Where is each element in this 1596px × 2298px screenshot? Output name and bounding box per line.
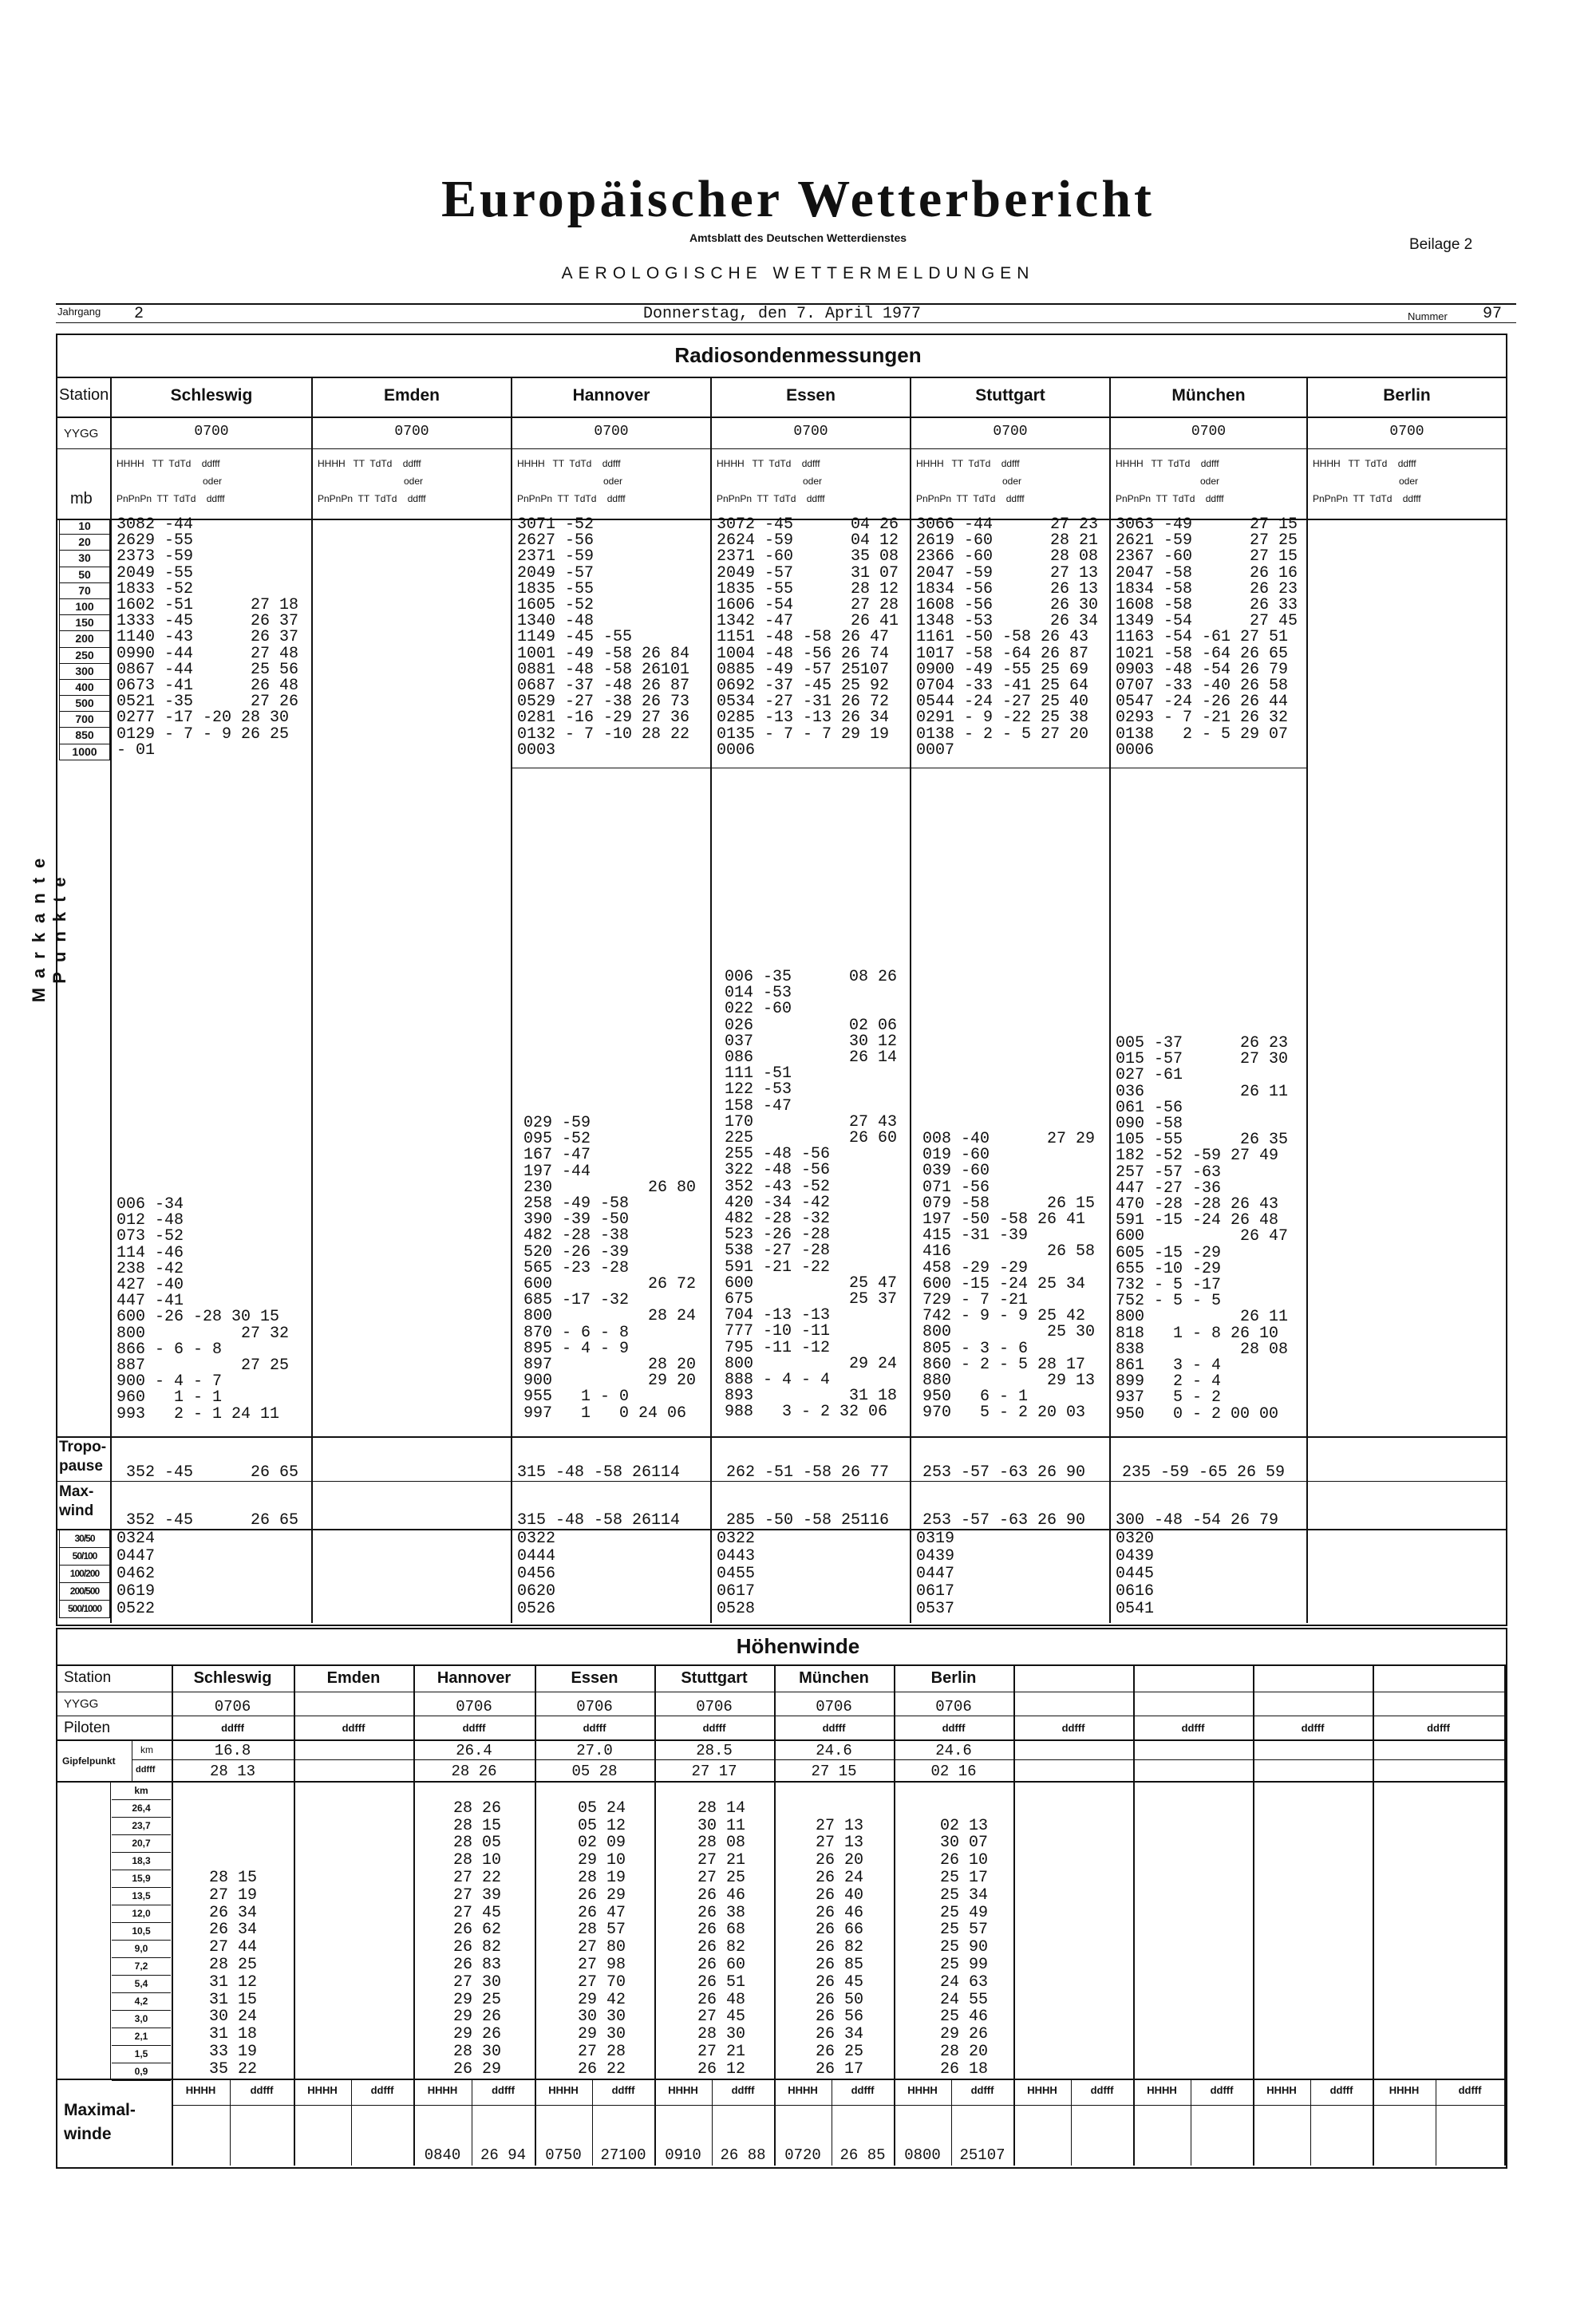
hw-gipfel-km: 28.5 xyxy=(696,1742,733,1759)
hw-km-level-label: 26,4 xyxy=(112,1800,171,1818)
station-emden: Emden xyxy=(383,386,440,405)
hw-max-ddfff-header: ddfff xyxy=(1329,2084,1353,2096)
hw-km-level-label: km xyxy=(112,1783,171,1800)
station-hannover: Hannover xyxy=(572,386,650,405)
hw-data-berlin: 02 13 30 07 26 10 25 17 25 34 25 49 25 57 25 90 25 99 24 63 24 55 25 46 29 26 28 20 26 18 xyxy=(940,1816,989,2079)
hw-max-ddfff-header: ddfff xyxy=(970,2084,994,2096)
hw-maximal-label: Maximal- winde xyxy=(64,2101,136,2143)
hw-max-ddfff-header: ddfff xyxy=(851,2084,875,2096)
hw-km-level-label: 0,9 xyxy=(112,2063,171,2081)
hw-ddfff-header: ddfff xyxy=(1181,1722,1205,1734)
hw-ddfff-header: ddfff xyxy=(822,1722,846,1734)
hw-gipfel-ddfff: 27 15 xyxy=(811,1763,857,1780)
hw-km-level-label: 7,2 xyxy=(112,1958,171,1976)
hw-hhhh-header: HHHH xyxy=(548,2084,579,2096)
station-stuttgart: Stuttgart xyxy=(975,386,1045,405)
station-essen: Essen xyxy=(786,386,836,405)
tropopause-label: Tropo- pause xyxy=(59,1439,107,1475)
hw-km-level-label: 23,7 xyxy=(112,1818,171,1835)
thickness-essen: 0322 0443 0455 0617 0528 xyxy=(717,1530,756,1618)
hw-max-ddfff-header: ddfff xyxy=(250,2084,274,2096)
maxwind-stuttgart: 253 -57 -63 26 90 xyxy=(922,1511,1086,1530)
hw-col-sep xyxy=(1504,1664,1506,2166)
tropo-stuttgart: 253 -57 -63 26 90 xyxy=(922,1463,1086,1482)
code-header-hannover: HHHH TT TdTd ddfff oder PnPnPn TT TdTd ddfff xyxy=(517,458,626,504)
tropo-top-rule xyxy=(56,1436,1506,1438)
issue-date: Donnerstag, den 7. April 1977 xyxy=(643,305,922,323)
hw-ddfff-header: ddfff xyxy=(221,1722,244,1734)
hw-station-name: Schleswig xyxy=(193,1669,272,1687)
main-data-schleswig: 3082 -44 2629 -55 2373 -59 2049 -55 1833 -52 1602 -51 27 18 1333 -45 26 37 1140 -43 26 37 0990 -44 27 48 0867 -44 25 56 0673 -41 26 48 0521 -35 27 26 0277 -17 -20 28 30 0129 - 7 - 9 26 25 - 01 xyxy=(117,515,299,760)
hw-km-level-label: 3,0 xyxy=(112,2011,171,2028)
marked-data-stuttgart: 008 -40 27 29 019 -60 039 -60 071 -56 079 -58 26 15 197 -50 -58 26 41 415 -31 -39 416 26 58 458 -29 -29 600 -15 -24 25 34 729 - 7 -21 742 - 9 - 9 25 42 800 25 30 805 - 3 - 6 860 - 2 - 5 28 17 880 29 13 950 6 - 1 970 5 - 2 20 03 xyxy=(922,1130,1096,1423)
marked-data-hannover: 029 -59 095 -52 167 -47 197 -44 230 26 80 258 -49 -58 390 -39 -50 482 -28 -38 520 -26 -39 565 -23 -28 600 26 72 685 -17 -32 800 28 24 870 - 6 - 8 895 - 4 - 9 897 28 20 900 29 20 955 1 - 0 997 1 0 24 06 xyxy=(523,1114,697,1423)
hw-km-level-label: 12,0 xyxy=(112,1905,171,1923)
code-header-schleswig: HHHH TT TdTd ddfff oder PnPnPn TT TdTd ddfff xyxy=(117,458,225,504)
yygg-stuttgart: 0700 xyxy=(993,424,1028,440)
pressure-level-label: 300 xyxy=(59,664,110,680)
hw-max-ddfff-header: ddfff xyxy=(1458,2084,1482,2096)
subtitle: AEROLOGISCHE WETTERMELDUNGEN xyxy=(561,264,1035,282)
hw-data-muenchen: 27 13 27 13 26 20 26 24 26 40 26 46 26 66 26 82 26 85 26 45 26 50 26 56 26 34 26 25 26 17 xyxy=(816,1816,864,2079)
hw-km-level-label: 20,7 xyxy=(112,1835,171,1853)
hw-gipfel-km: 24.6 xyxy=(935,1742,972,1759)
hw-max-ddfff-value: 26 85 xyxy=(839,2146,886,2164)
hw-rule-levels-end xyxy=(56,2079,1506,2080)
hw-data-stuttgart: 28 14 30 11 28 08 27 21 27 25 26 46 26 38 26 68 26 82 26 60 26 51 26 48 27 45 28 30 27 21 26 12 xyxy=(697,1799,746,2079)
yygg-hannover: 0700 xyxy=(594,424,629,440)
jahrgang-value: 2 xyxy=(134,305,144,323)
hw-max-ddfff-value: 26 88 xyxy=(720,2146,766,2164)
hw-gipfel-km: 16.8 xyxy=(214,1742,251,1759)
hw-hhhh-header: HHHH xyxy=(788,2084,818,2096)
row-rule-station-top xyxy=(56,377,1506,378)
maxwind-label: Max- wind xyxy=(59,1483,94,1519)
hw-gipfel-ddfff: 27 17 xyxy=(691,1763,737,1780)
radiosonde-section-title: Radiosondenmessungen xyxy=(674,343,922,367)
hw-rule-gipfel xyxy=(56,1781,1506,1783)
jahrgang-label: Jahrgang xyxy=(57,306,101,318)
row-rule-yygg xyxy=(56,448,1506,449)
hw-hhhh-header: HHHH xyxy=(427,2084,458,2096)
code-header-essen: HHHH TT TdTd ddfff oder PnPnPn TT TdTd ddfff xyxy=(717,458,825,504)
nummer-value: 97 xyxy=(1483,305,1503,323)
hw-hhhh-header: HHHH xyxy=(1266,2084,1297,2096)
hw-hhhh-header: HHHH xyxy=(1147,2084,1177,2096)
hw-yygg-value: 0706 xyxy=(576,1698,613,1716)
hw-km-level-label: 18,3 xyxy=(112,1853,171,1870)
hw-station-name: Emden xyxy=(326,1669,381,1687)
hw-hhhh-header: HHHH xyxy=(907,2084,938,2096)
hw-yygg-value: 0706 xyxy=(816,1698,852,1716)
hw-gipfel-km-label: km xyxy=(140,1744,153,1755)
hw-yygg-value: 0706 xyxy=(456,1698,492,1716)
hw-data-hannover: 28 26 28 15 28 05 28 10 27 22 27 39 27 45 26 62 26 82 26 83 27 30 29 25 29 26 29 26 28 30 26 29 xyxy=(453,1799,502,2079)
yygg-muenchen: 0700 xyxy=(1191,424,1227,440)
pressure-level-label: 700 xyxy=(59,712,110,728)
hw-km-level-label: 15,9 xyxy=(112,1870,171,1888)
hw-hhhh-header: HHHH xyxy=(307,2084,338,2096)
tropo-muenchen: 235 -59 -65 26 59 xyxy=(1122,1463,1286,1482)
pressure-level-label: 400 xyxy=(59,680,110,696)
hw-ddfff-header: ddfff xyxy=(942,1722,966,1734)
thickness-layer-label: 200/500 xyxy=(59,1583,110,1601)
hw-piloten-label: Piloten xyxy=(64,1720,111,1736)
hw-max-hhhh-value: 0800 xyxy=(904,2146,941,2164)
hw-station-name: Hannover xyxy=(437,1669,512,1687)
nummer-label: Nummer xyxy=(1408,310,1448,322)
code-header-muenchen: HHHH TT TdTd ddfff oder PnPnPn TT TdTd ddfff xyxy=(1116,458,1224,504)
publisher-line: Amtsblatt des Deutschen Wetterdienstes xyxy=(689,231,907,244)
hw-hhhh-header: HHHH xyxy=(1027,2084,1057,2096)
row-rule-station-bottom xyxy=(56,417,1506,418)
pressure-level-label: 850 xyxy=(59,728,110,744)
maxwind-schleswig: 352 -45 26 65 xyxy=(126,1511,299,1530)
pressure-level-label: 150 xyxy=(59,615,110,631)
hw-ddfff-header: ddfff xyxy=(583,1722,606,1734)
hw-max-ddfff-header: ddfff xyxy=(1090,2084,1114,2096)
main-data-hannover: 3071 -52 2627 -56 2371 -59 2049 -57 1835 -55 1605 -52 1340 -48 1149 -45 -55 1001 -49 -58 26 84 0881 -48 -58 26101 0687 -37 -48 26 87 0529 -27 -38 26 73 0281 -16 -29 27 36 0132 - 7 -10 28 22 0003 xyxy=(517,515,690,760)
hw-gipfel-ddfff: 02 16 xyxy=(930,1763,977,1780)
yygg-label: YYGG xyxy=(64,427,99,440)
hw-ddfff-header: ddfff xyxy=(1427,1722,1450,1734)
hw-gipfel-ddfff: 28 13 xyxy=(209,1763,255,1780)
hw-max-hhhh-value: 0910 xyxy=(665,2146,701,2164)
hw-gipfel-ddfff-label: ddfff xyxy=(136,1765,156,1775)
thickness-hannover: 0322 0444 0456 0620 0526 xyxy=(517,1530,556,1618)
maxwind-muenchen: 300 -48 -54 26 79 xyxy=(1116,1511,1279,1530)
maxwind-hannover: 315 -48 -58 26114 xyxy=(517,1511,681,1530)
hw-station-name: München xyxy=(799,1669,869,1687)
hw-km-level-label: 5,4 xyxy=(112,1976,171,1993)
beilage-label: Beilage 2 xyxy=(1409,236,1473,253)
station-muenchen: München xyxy=(1171,386,1246,405)
hoehenwinde-section-title: Höhenwinde xyxy=(736,1634,860,1658)
hw-max-ddfff-value: 25107 xyxy=(959,2146,1005,2164)
hw-data-essen: 05 24 05 12 02 09 29 10 28 19 26 29 26 47 28 57 27 80 27 98 27 70 29 42 30 30 29 30 27 28 26 22 xyxy=(578,1799,626,2079)
station-label: Station xyxy=(59,386,109,404)
hw-hhhh-header: HHHH xyxy=(1389,2084,1420,2096)
code-header-stuttgart: HHHH TT TdTd ddfff oder PnPnPn TT TdTd ddfff xyxy=(916,458,1025,504)
hw-ddfff-header: ddfff xyxy=(1061,1722,1085,1734)
hw-rule-piloten xyxy=(56,1739,1506,1741)
main-data-essen: 3072 -45 04 26 2624 -59 04 12 2371 -60 35 08 2049 -57 31 07 1835 -55 28 12 1606 -54 27 28 1342 -47 26 41 1151 -48 -58 26 47 1004 -48 -56 26 74 0885 -49 -57 25107 0692 -37 -45 25 92 0534 -27 -31 26 72 0285 -13 -13 26 34 0135 - 7 - 7 29 19 0006 xyxy=(717,515,899,760)
code-header-berlin: HHHH TT TdTd ddfff oder PnPnPn TT TdTd ddfff xyxy=(1313,458,1421,504)
pressure-level-label: 50 xyxy=(59,567,110,583)
hw-km-level-label: 10,5 xyxy=(112,1923,171,1941)
station-schleswig: Schleswig xyxy=(170,386,253,405)
hw-station-label: Station xyxy=(64,1669,112,1686)
hw-yygg-value: 0706 xyxy=(696,1698,733,1716)
pressure-level-label: 20 xyxy=(59,535,110,551)
pressure-level-label: 100 xyxy=(59,599,110,615)
hw-km-level-label: 4,2 xyxy=(112,1993,171,2011)
hw-yygg-label: YYGG xyxy=(64,1697,99,1711)
hw-data-schleswig: 28 15 27 19 26 34 26 34 27 44 28 25 31 12 31 15 30 24 31 18 33 19 35 22 xyxy=(209,1868,258,2079)
hw-yygg-value: 0706 xyxy=(214,1698,251,1716)
hw-gipfel-ddfff: 28 26 xyxy=(451,1763,497,1780)
hw-rule-title xyxy=(56,1664,1506,1666)
main-data-muenchen: 3063 -49 27 15 2621 -59 27 25 2367 -60 27 15 2047 -58 26 16 1834 -58 26 23 1608 -58 26 33 1349 -54 27 45 1163 -54 -61 27 51 1021 -58 -64 26 65 0903 -48 -54 26 79 0707 -33 -40 26 58 0547 -24 -26 26 44 0293 - 7 -21 26 32 0138 2 - 5 29 07 0006 xyxy=(1116,515,1298,760)
pressure-levels xyxy=(59,519,110,760)
thickness-layer-label: 50/100 xyxy=(59,1548,110,1566)
hw-gipfel-label: Gipfelpunkt xyxy=(62,1755,116,1767)
marked-data-essen: 006 -35 08 26 014 -53 022 -60 026 02 06 037 30 12 086 26 14 111 -51 122 -53 158 -47 170 27 43 225 26 60 255 -48 -56 322 -48 -56 352 -43 -52 420 -34 -42 482 -28 -32 523 -26 -28 538 -27 -28 591 -21 -22 600 25 47 675 25 37 704 -13 -13 777 -10 -11 795 -11 -12 800 29 24 888 - 4 - 4 893 31 18 988 3 - 2 32 06 xyxy=(725,968,898,1422)
yygg-essen: 0700 xyxy=(793,424,828,440)
hw-station-name: Stuttgart xyxy=(681,1669,748,1687)
tropo-hannover: 315 -48 -58 26114 xyxy=(517,1463,681,1482)
hw-gipfel-km: 24.6 xyxy=(816,1742,852,1759)
yygg-schleswig: 0700 xyxy=(194,424,229,440)
hw-max-ddfff-header: ddfff xyxy=(370,2084,394,2096)
hw-max-ddfff-header: ddfff xyxy=(731,2084,755,2096)
thickness-labels xyxy=(59,1530,110,1618)
pressure-level-label: 70 xyxy=(59,583,110,599)
hw-km-level-label: 9,0 xyxy=(112,1941,171,1958)
hw-max-ddfff-header: ddfff xyxy=(1210,2084,1234,2096)
marked-data-schleswig: 006 -34 012 -48 073 -52 114 -46 238 -42 427 -40 447 -41 600 -26 -28 30 15 800 27 32 866 - 6 - 8 887 27 25 900 - 4 - 7 960 1 - 1 993 2 - 1 24 11 xyxy=(117,1195,290,1423)
pressure-level-label: 30 xyxy=(59,551,110,567)
pressure-level-label: 200 xyxy=(59,631,110,647)
pressure-level-label: 250 xyxy=(59,648,110,664)
thickness-layer-label: 500/1000 xyxy=(59,1601,110,1618)
hw-station-name: Essen xyxy=(571,1669,618,1687)
hw-km-level-label: 2,1 xyxy=(112,2028,171,2046)
hw-gipfel-km: 27.0 xyxy=(576,1742,613,1759)
pressure-level-label: 500 xyxy=(59,696,110,712)
marked-data-muenchen: 005 -37 26 23 015 -57 27 30 027 -61 036 26 11 061 -56 090 -58 105 -55 26 35 182 -52 -59 27 49 257 -57 -63 447 -27 -36 470 -28 -28 26 43 591 -15 -24 26 48 600 26 47 605 -15 -29 655 -10 -29 732 - 5 -17 752 - 5 - 5 800 26 11 818 1 - 8 26 10 838 28 08 861 3 - 4 899 2 - 4 937 5 - 2 950 0 - 2 00 00 xyxy=(1116,1034,1289,1423)
hw-hhhh-header: HHHH xyxy=(668,2084,698,2096)
maxwind-essen: 285 -50 -58 25116 xyxy=(726,1511,890,1530)
hw-km-level-label: 1,5 xyxy=(112,2046,171,2063)
thickness-layer-label: 100/200 xyxy=(59,1566,110,1583)
hw-rule-hhhh xyxy=(172,2105,1506,2106)
hw-gipfel-km: 26.4 xyxy=(456,1742,492,1759)
yygg-berlin: 0700 xyxy=(1389,424,1424,440)
hw-rule-gipfel-mid xyxy=(132,1759,1506,1760)
hw-km-levels xyxy=(112,1783,171,2081)
hw-ddfff-header: ddfff xyxy=(1301,1722,1325,1734)
pressure-level-label: 10 xyxy=(59,519,110,535)
hw-max-hhhh-value: 0840 xyxy=(424,2146,461,2164)
date-rule xyxy=(56,322,1516,323)
hw-max-ddfff-header: ddfff xyxy=(611,2084,635,2096)
thickness-schleswig: 0324 0447 0462 0619 0522 xyxy=(117,1530,156,1618)
hw-hhhh-header: HHHH xyxy=(185,2084,216,2096)
thickness-muenchen: 0320 0439 0445 0616 0541 xyxy=(1116,1530,1155,1618)
hw-max-ddfff-value: 27100 xyxy=(600,2146,646,2164)
main-data-stuttgart: 3066 -44 27 23 2619 -60 28 21 2366 -60 28 08 2047 -59 27 13 1834 -56 26 13 1608 -56 26 30 1348 -53 26 34 1161 -50 -58 26 43 1017 -58 -64 26 87 0900 -49 -55 25 69 0704 -33 -41 25 64 0544 -24 -27 25 40 0291 - 9 -22 25 38 0138 - 2 - 5 27 20 0007 xyxy=(916,515,1099,760)
mb-label: mb xyxy=(70,490,93,507)
hw-gipfel-ddfff: 05 28 xyxy=(571,1763,618,1780)
pressure-level-label: 1000 xyxy=(59,744,110,760)
hw-max-ddfff-value: 26 94 xyxy=(480,2146,526,2164)
station-berlin: Berlin xyxy=(1383,386,1431,405)
hw-km-level-label: 13,5 xyxy=(112,1888,171,1905)
thickness-layer-label: 30/50 xyxy=(59,1530,110,1548)
hw-ddfff-header: ddfff xyxy=(342,1722,365,1734)
hw-level-sep xyxy=(110,1781,111,2079)
yygg-emden: 0700 xyxy=(394,424,429,440)
thickness-stuttgart: 0319 0439 0447 0617 0537 xyxy=(916,1530,955,1618)
hw-max-hhhh-value: 0720 xyxy=(784,2146,821,2164)
markante-punkte-label: Markante Punkte xyxy=(29,848,69,1003)
hw-station-name: Berlin xyxy=(930,1669,977,1687)
code-header-emden: HHHH TT TdTd ddfff oder PnPnPn TT TdTd ddfff xyxy=(318,458,426,504)
hw-yygg-value: 0706 xyxy=(935,1698,972,1716)
hw-ddfff-header: ddfff xyxy=(462,1722,486,1734)
hw-ddfff-header: ddfff xyxy=(702,1722,726,1734)
tropo-schleswig: 352 -45 26 65 xyxy=(126,1463,299,1482)
hw-max-ddfff-header: ddfff xyxy=(492,2084,515,2096)
tropo-essen: 262 -51 -58 26 77 xyxy=(726,1463,890,1482)
document-title: Europäischer Wetterbericht xyxy=(440,170,1156,228)
hw-max-hhhh-value: 0750 xyxy=(545,2146,582,2164)
